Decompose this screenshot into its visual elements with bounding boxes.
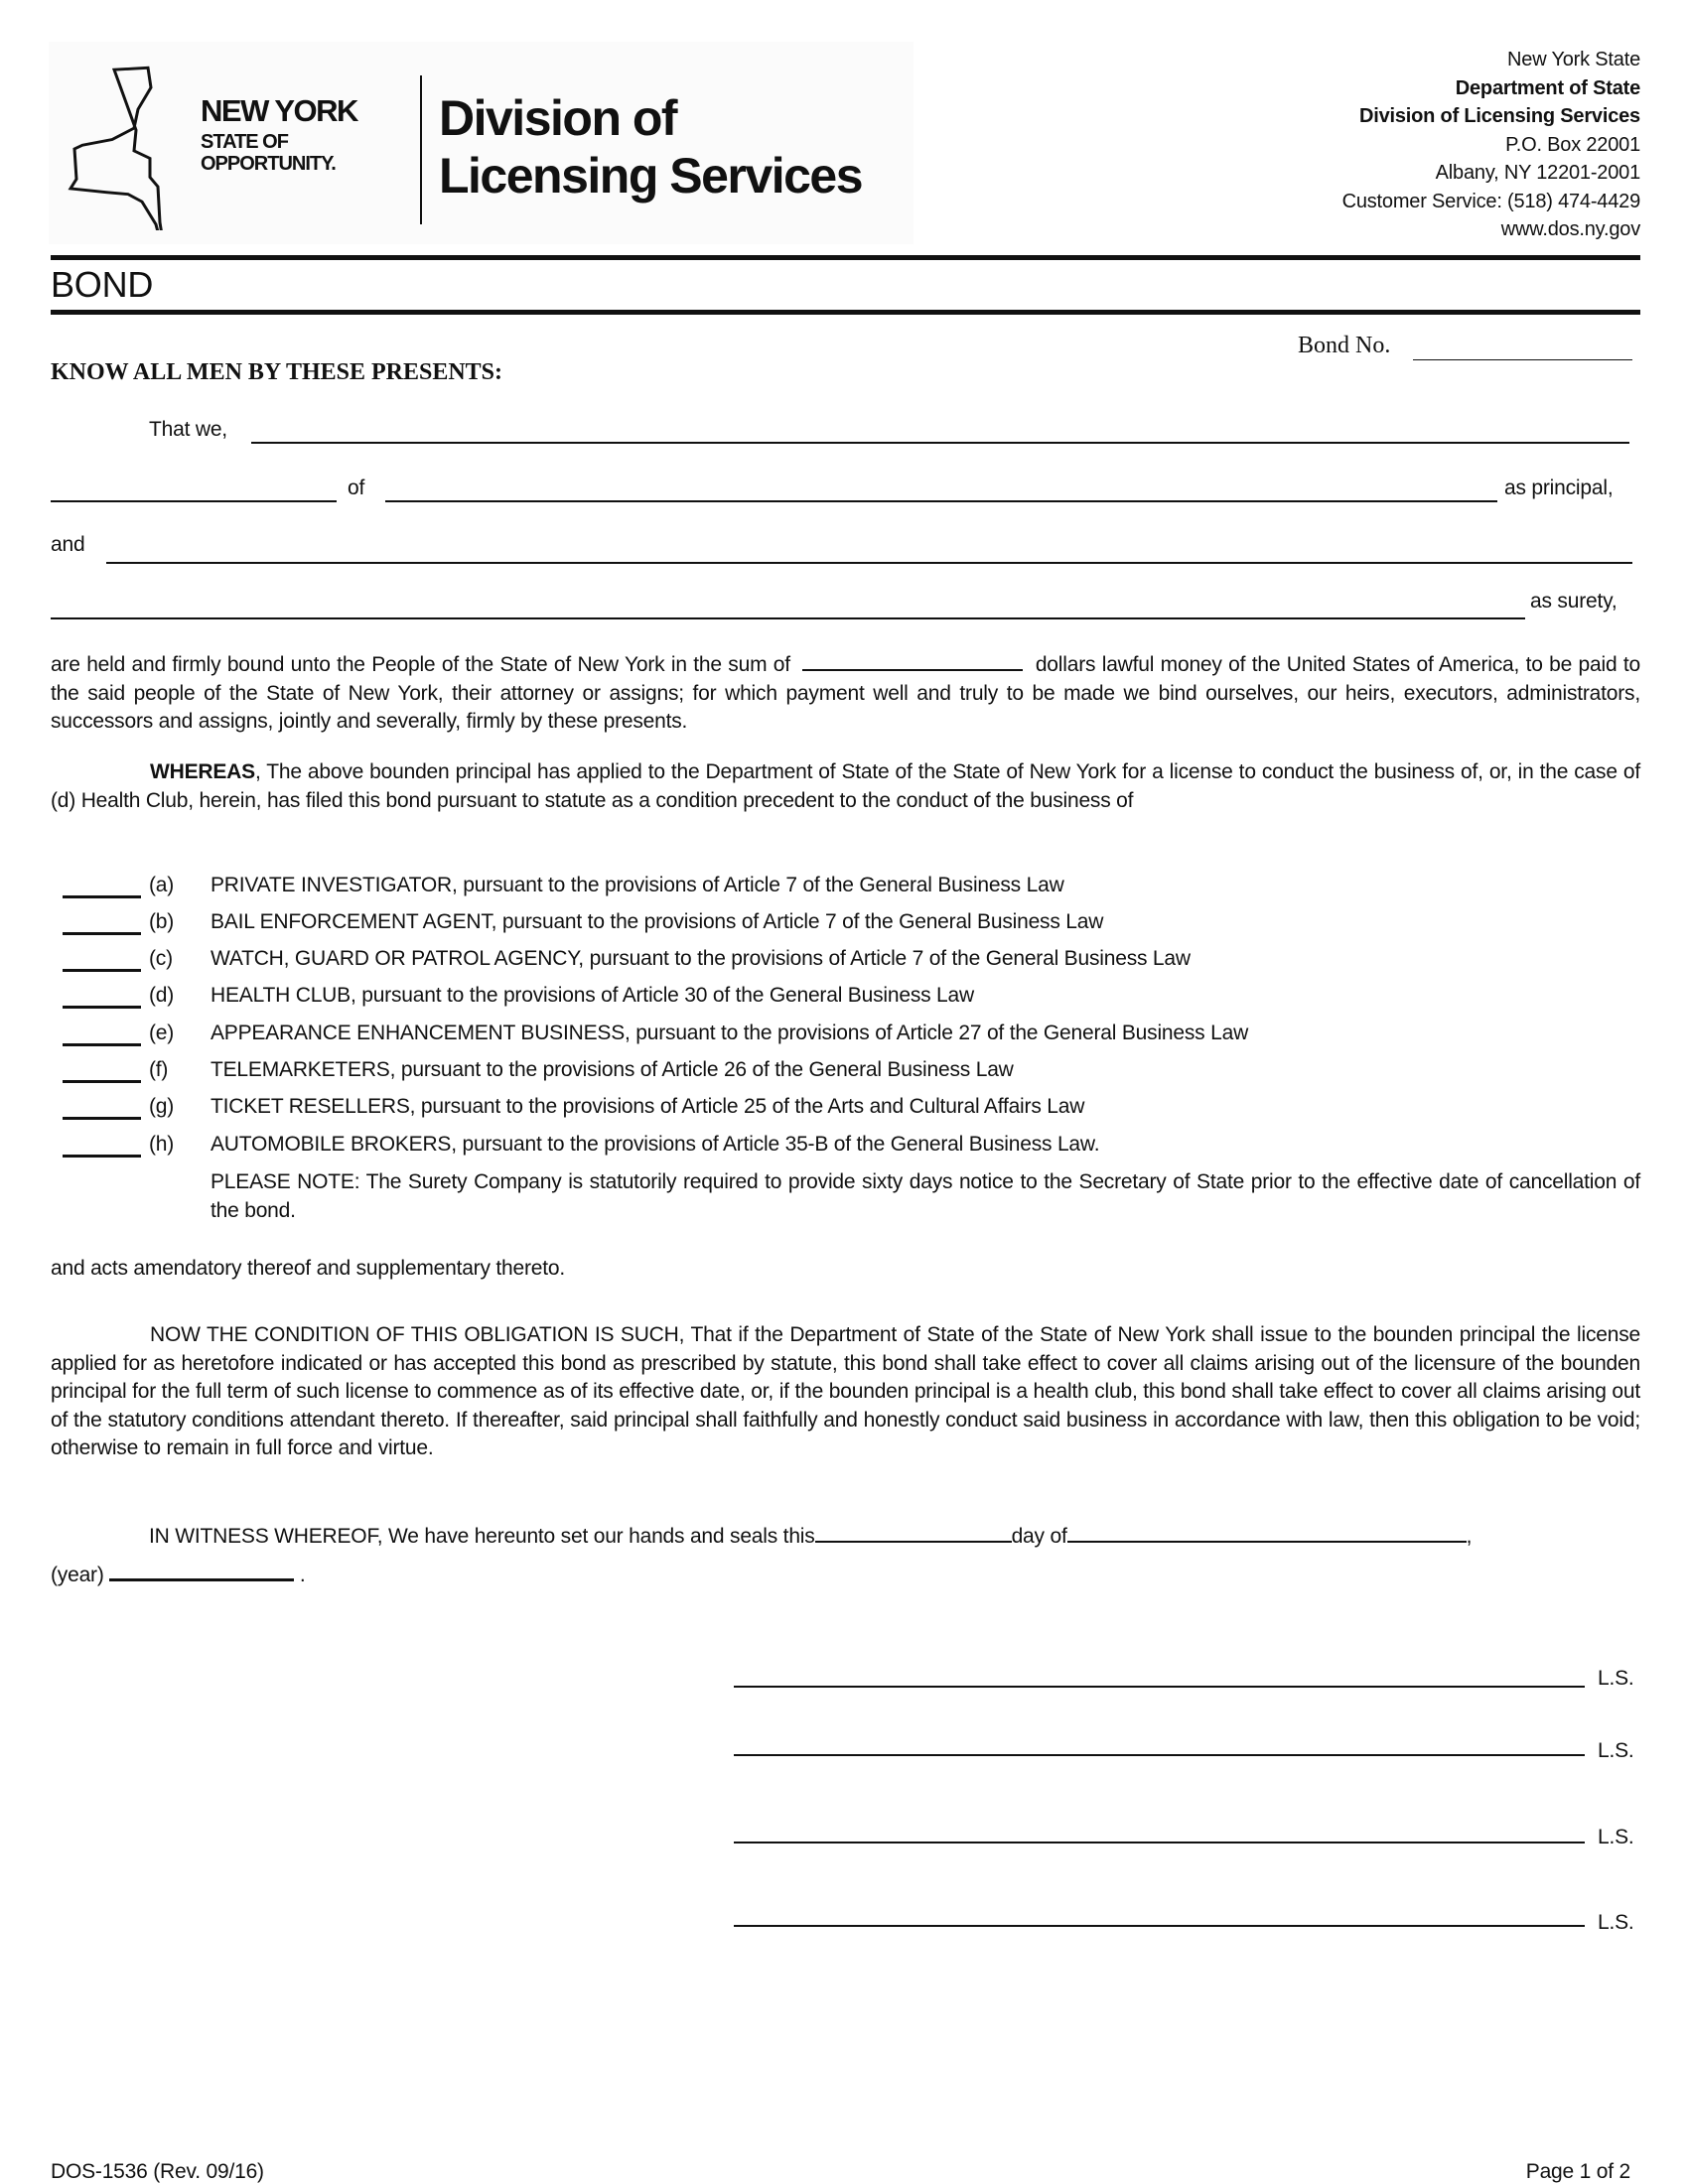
item-letter: (a) (149, 874, 175, 896)
acts-amendatory: and acts amendatory thereof and supplementary thereto. (51, 1257, 566, 1280)
whereas-text: , The above bounden principal has applied to the Department of State of the State of New York for a license to conduct the business of, or, in the case of (d) Health Club, herein, has filed this bond pursuant to statute as a condition precedent to the conduct of the business of (51, 760, 1640, 812)
signature-line-3[interactable] (734, 1842, 1585, 1843)
item-letter: (g) (149, 1095, 175, 1118)
know-all-heading: KNOW ALL MEN BY THESE PRESENTS: (51, 359, 503, 385)
address-line: P.O. Box 22001 (1505, 133, 1640, 156)
item-text: BAIL ENFORCEMENT AGENT, pursuant to the provisions of Article 7 of the General Business Law (211, 910, 1104, 933)
address-line: New York State (1507, 49, 1640, 70)
signature-line-4[interactable] (734, 1925, 1585, 1927)
signature-line-2[interactable] (734, 1754, 1585, 1756)
title-rule (51, 310, 1640, 315)
item-text: AUTOMOBILE BROKERS, pursuant to the provisions of Article 35-B of the General Business Law. (211, 1133, 1100, 1156)
form-number: DOS-1536 (Rev. 09/16) (51, 2160, 264, 2183)
year-line (51, 1561, 306, 1587)
ls-label: L.S. (1598, 1739, 1634, 1762)
ls-label: L.S. (1598, 1911, 1634, 1934)
header-rule (51, 255, 1640, 260)
witness-comma: , (1466, 1525, 1473, 1548)
item-text: WATCH, GUARD OR PATROL AGENCY, pursuant to the provisions of Article 7 of the General Business Law (211, 947, 1191, 970)
month-field[interactable] (1067, 1523, 1467, 1543)
item-letter: (c) (149, 947, 173, 970)
item-letter: (e) (149, 1022, 175, 1044)
item-text: TICKET RESELLERS, pursuant to the provisions of Article 25 of the Arts and Cultural Affairs Law (211, 1095, 1085, 1118)
of-label: of (348, 477, 365, 499)
address-line: Division of Licensing Services (1359, 105, 1640, 127)
checkbox-blank[interactable] (63, 932, 141, 935)
that-we-label: That we, (149, 418, 227, 441)
agency-logo (49, 42, 914, 244)
year-field[interactable] (109, 1561, 294, 1581)
checkbox-blank[interactable] (63, 1117, 141, 1120)
logo-division-line1: Division of (439, 90, 677, 146)
checkbox-blank[interactable] (63, 1155, 141, 1158)
bound-text-after: dollars lawful money of the United States of America, to be paid to the said people of the State of New York, their attorney or assigns; for which payment well and truly to be made we bind ourselves, our heirs, executors, administrators, successors and assigns, jointly and severally, firmly by these presents. (51, 653, 1640, 733)
logo-state-of: STATE OF (201, 131, 288, 153)
surety-name-field[interactable] (106, 562, 1632, 564)
condition-paragraph: NOW THE CONDITION OF THIS OBLIGATION IS SUCH, That if the Department of State of the State of New York shall issue to the bounden principal the license applied for as heretofore indicated or has accepted this bond as prescribed by statute, this bond shall take effect to cover all claims arising out of the licensure of the bounden principal for the full term of such license to commence as of its effective date, or, if the bounden principal is a health club, this bond shall take effect to cover all claims arising out of the statutory conditions attendant thereto. If thereafter, said principal shall faithfully and honestly conduct said business in accordance with law, then this obligation to be void; otherwise to remain in full force and virtue. (51, 1323, 1640, 1459)
ls-label: L.S. (1598, 1667, 1634, 1690)
bound-text-before: are held and firmly bound unto the People of the State of New York in the sum of (51, 653, 790, 676)
checkbox-blank[interactable] (63, 1043, 141, 1046)
day-field[interactable] (815, 1523, 1012, 1543)
principal-field-2[interactable] (51, 500, 337, 502)
item-letter: (h) (149, 1133, 175, 1156)
item-letter: (b) (149, 910, 175, 933)
logo-divider (420, 75, 422, 224)
item-text: APPEARANCE ENHANCEMENT BUSINESS, pursuant to the provisions of Article 27 of the General Business Law (211, 1022, 1249, 1044)
checkbox-blank[interactable] (63, 1006, 141, 1009)
ls-label: L.S. (1598, 1826, 1634, 1848)
item-text: HEALTH CLUB, pursuant to the provisions of Article 30 of the General Business Law (211, 984, 974, 1007)
page-title: BOND (51, 264, 154, 305)
as-surety-label: as surety, (1530, 590, 1618, 613)
item-letter: (f) (149, 1058, 169, 1081)
page-number: Page 1 of 2 (1525, 2160, 1630, 2183)
item-text: TELEMARKETERS, pursuant to the provisions of Article 26 of the General Business Law (211, 1058, 1014, 1081)
please-note: PLEASE NOTE: The Surety Company is statutorily required to provide sixty days notice to the Secretary of State prior to the effective date of cancellation of the bond. (211, 1170, 1640, 1222)
sum-field[interactable] (802, 651, 1023, 671)
as-principal-label: as principal, (1504, 477, 1614, 499)
agency-address (1342, 46, 1640, 244)
day-of-label: day of (1011, 1525, 1067, 1548)
year-label: (year) (51, 1564, 104, 1586)
address-line: Department of State (1455, 76, 1640, 99)
bound-paragraph (51, 651, 1640, 737)
checkbox-blank[interactable] (63, 1080, 141, 1083)
logo-new-york: NEW YORK (201, 93, 357, 128)
item-text: PRIVATE INVESTIGATOR, pursuant to the provisions of Article 7 of the General Business Law (211, 874, 1064, 896)
principal-name-field[interactable] (251, 442, 1629, 444)
whereas-paragraph (51, 758, 1640, 815)
witness-text: IN WITNESS WHEREOF, We have hereunto set our hands and seals this (149, 1525, 815, 1548)
signature-line-1[interactable] (734, 1686, 1585, 1688)
address-line: Albany, NY 12201-2001 (1435, 162, 1640, 184)
logo-opportunity: OPPORTUNITY. (201, 153, 336, 175)
checkbox-blank[interactable] (63, 969, 141, 972)
year-period: . (299, 1564, 306, 1586)
bond-no-label: Bond No. (1298, 333, 1391, 358)
checkbox-blank[interactable] (63, 895, 141, 898)
principal-address-field[interactable] (385, 500, 1497, 502)
whereas-lead: WHEREAS (150, 760, 255, 783)
address-line: Customer Service: (518) 474-4429 (1341, 190, 1640, 212)
address-line[interactable]: www.dos.ny.gov (1500, 218, 1640, 240)
witness-line (149, 1523, 1472, 1549)
bond-no-field[interactable] (1413, 359, 1632, 360)
item-letter: (d) (149, 984, 175, 1007)
and-label: and (51, 533, 85, 556)
logo-division-line2: Licensing Services (439, 148, 863, 204)
surety-address-field[interactable] (51, 617, 1525, 619)
